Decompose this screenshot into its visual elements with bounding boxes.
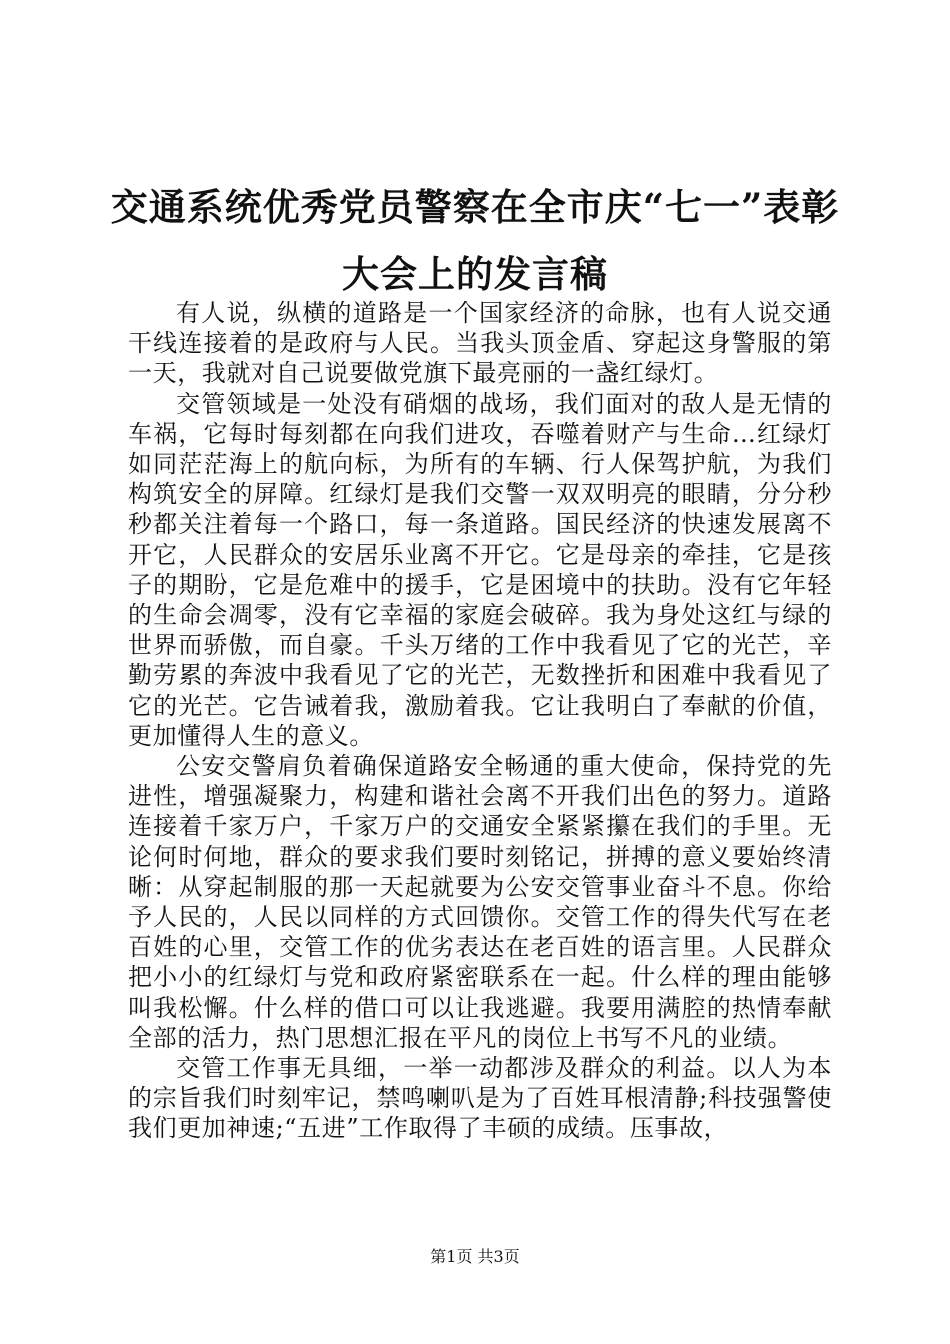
page-number: 第1页 共3页 (430, 1247, 520, 1266)
document-body (128, 298, 832, 1144)
paragraph: 有人说，纵横的道路是一个国家经济的命脉，也有人说交通干线连接着的是政府与人民。当我头顶金盾、穿起这身警服的第一天，我就对自己说要做党旗下最亮丽的一盏红绿灯。 (128, 299, 832, 388)
paragraph: 交管工作事无具细，一举一动都涉及群众的利益。以人为本的宗旨我们时刻牢记，禁鸣喇叭是为了百姓耳根清静;科技强警使我们更加神速;“五进”工作取得了丰硕的成绩。压事故， (128, 1054, 832, 1143)
paragraph: 交管领域是一处没有硝烟的战场，我们面对的敌人是无情的车祸，它每时每刻都在向我们进攻，吞噬着财产与生命…红绿灯如同茫茫海上的航向标，为所有的车辆、行人保驾护航，为我们构筑安全的屏障。红绿灯是我们交警一双双明亮的眼睛，分分秒秒都关注着每一个路口，每一条道路。国民经济的快速发展离不开它，人民群众的安居乐业离不开它。它是母亲的牵挂，它是孩子的期盼，它是危难中的援手，它是困境中的扶助。没有它年轻的生命会凋零，没有它幸福的家庭会破碎。我为身处这红与绿的世界而骄傲，而自豪。千头万绪的工作中我看见了它的光芒，辛勤劳累的奔波中我看见了它的光芒，无数挫折和困难中我看见了它的光芒。它告诫着我，激励着我。它让我明白了奉献的价值，更加懂得人生的意义。 (128, 389, 832, 750)
document-title-line-1: 交通系统优秀党员警察在全市庆“七一”表彰 (110, 185, 840, 229)
paragraph: 公安交警肩负着确保道路安全畅通的重大使命，保持党的先进性，增强凝聚力，构建和谐社会离不开我们出色的努力。道路连接着千家万户，千家万户的交通安全紧紧攥在我们的手里。无论何时何地，群众的要求我们要时刻铭记，拼搏的意义要始终清晰：从穿起制服的那一天起就要为公安交管事业奋斗不息。你给予人民的，人民以同样的方式回馈你。交管工作的得失代写在老百姓的心里，交管工作的优劣表达在老百姓的语言里。人民群众把小小的红绿灯与党和政府紧密联系在一起。什么样的理由能够叫我松懈。什么样的借口可以让我逃避。我要用满腔的热情奉献全部的活力，热门思想汇报在平凡的岗位上书写不凡的业绩。 (128, 752, 832, 1052)
document-title-line-2: 大会上的发言稿 (342, 252, 608, 296)
